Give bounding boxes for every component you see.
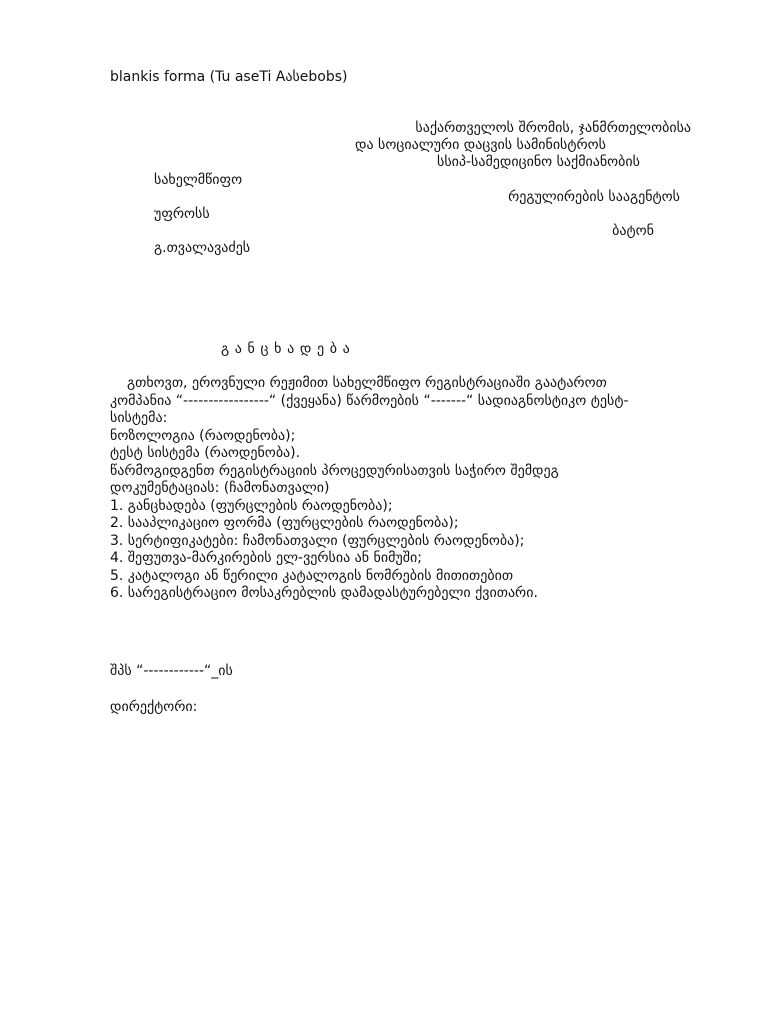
document-list-item: 4. შეფუთვა-მარკირების ელ-ვერსია ან ნიმუში; [110,550,422,566]
document-list-item: 5. კატალოგი ან წერილი კატალოგის ნომრების მითითებით [110,567,514,584]
ministry-line-1: საქართველოს შრომის, ჯანმრთელობისა [415,120,691,136]
document-list-item: 3. სერტიფიკატები: ჩამონათვალი (ფურცლების რაოდენობა); [110,532,525,549]
body-line: ნოზოლოგია (რაოდენობა); [110,427,296,444]
head-word: უფროსს [154,206,210,222]
body-line: ტესტ სისტემა (რაოდენობა). [110,445,301,461]
state-word: სახელმწიფო [154,172,243,188]
director-label: დირექტორი: [110,699,198,715]
ministry-line-3: სსიპ-სამედიცინო საქმიანობის [437,154,640,170]
body-line: წარმოგიდგენთ რეგისტრაციის პროცედურისათვის საჭირო შემდეგ [110,462,559,479]
document-list-item: 1. განცხადება (ფურცლების რაოდენობა); [110,497,393,514]
document-heading: გ ა ნ ც ხ ა დ ე ბ ა [221,341,351,357]
body-line: დოკუმენტაციას: (ჩამონათვალი) [110,480,330,496]
company-signature-line: შპს “------------“_ის [110,663,233,679]
document-list-item: 2. სააპლიკაციო ფორმა (ფურცლების რაოდენობა); [110,515,459,531]
mister-word: ბატონ [612,223,654,239]
form-title: blankis forma (Tu aseTi Aასebobs) [110,69,348,85]
addressee-name: გ.თვალავაძეს [154,240,251,256]
body-line: გთხოვთ, ეროვნული რეჟიმით სახელმწიფო რეგისტრაციაში გაატაროთ [127,375,607,391]
body-line: სისტემა: [110,410,168,426]
ministry-line-2: და სოციალური დაცვის სამინისტროს [355,137,606,153]
document-list-item: 6. სარეგისტრაციო მოსაკრებლის დამადასტურებელი ქვითარი. [110,585,538,601]
regulation-line: რეგულირების სააგენტოს [508,189,680,205]
application-body [110,375,700,603]
body-line: კომპანია “-----------------“ (ქვეყანა) წარმოების “-------“ სადიაგნოსტიკო ტესტ- [110,392,629,409]
